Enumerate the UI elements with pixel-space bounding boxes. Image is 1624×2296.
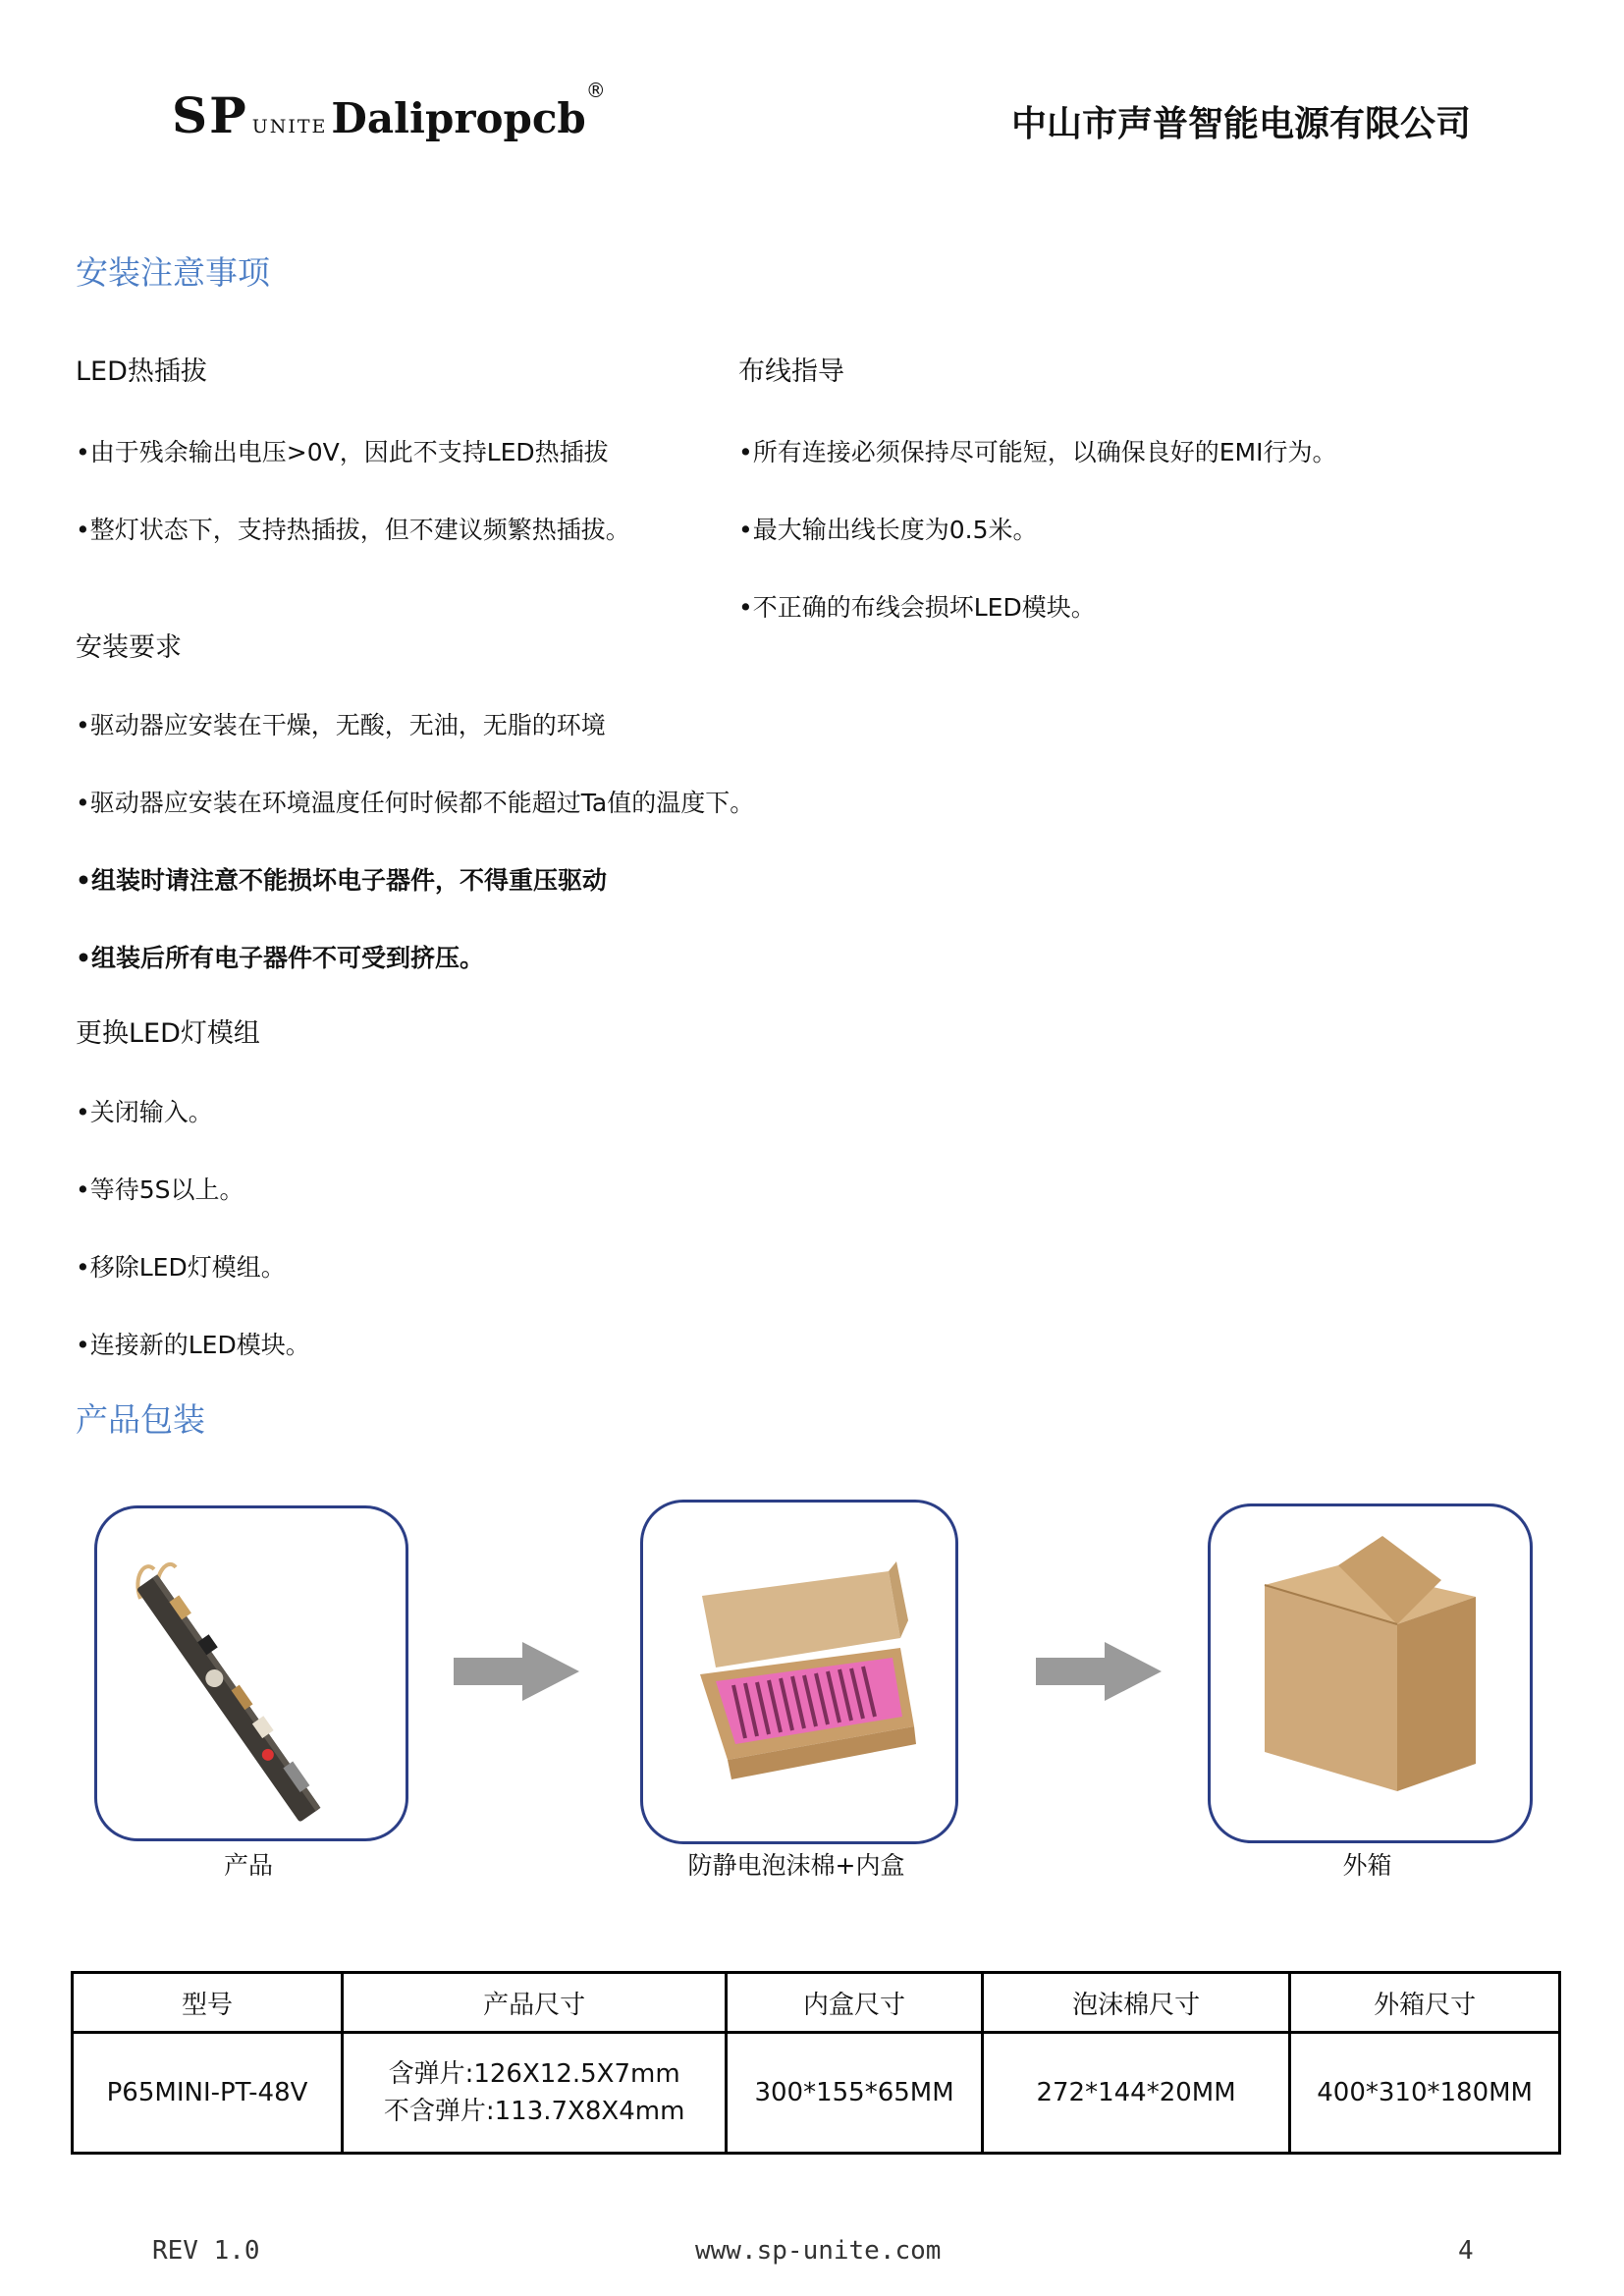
inner-box-card	[640, 1500, 958, 1844]
replace-item: •等待5S以上。	[76, 1175, 244, 1204]
model-cell: P65MINI-PT-48V	[73, 2033, 343, 2154]
inner-box-size-cell: 300*155*65MM	[727, 2033, 983, 2154]
hotplug-heading: LED热插拔	[76, 356, 207, 387]
footer-revision: REV 1.0	[152, 2236, 260, 2266]
col-header: 泡沫棉尺寸	[982, 1973, 1289, 2033]
wiring-item: •不正确的布线会损坏LED模块。	[738, 593, 1096, 622]
replace-heading: 更换LED灯模组	[76, 1018, 260, 1049]
hotplug-item: •整灯状态下，支持热插拔，但不建议频繁热插拔。	[76, 516, 630, 544]
footer-url: www.sp-unite.com	[695, 2236, 942, 2266]
requirements-item-bold: •组装时请注意不能损坏电子器件，不得重压驱动	[76, 866, 607, 895]
size-with-clip: 含弹片:126X12.5X7mm	[388, 2059, 680, 2089]
replace-item: •关闭输入。	[76, 1098, 213, 1126]
arrow-right-icon	[454, 1642, 579, 1701]
carton-caption: 外箱	[1342, 1851, 1392, 1880]
registered-mark: ®	[585, 79, 606, 102]
logo-sp: SP	[172, 86, 248, 144]
requirements-item: •驱动器应安装在干燥，无酸，无油，无脂的环境	[76, 711, 606, 739]
logo-brand: Dalipropcb	[331, 94, 586, 142]
col-header: 型号	[73, 1973, 343, 2033]
replace-item: •连接新的LED模块。	[76, 1331, 310, 1359]
inner-box-image	[643, 1503, 955, 1841]
foam-size-cell: 272*144*20MM	[982, 2033, 1289, 2154]
company-name: 中山市声普智能电源有限公司	[1011, 104, 1472, 144]
col-header: 产品尺寸	[343, 1973, 727, 2033]
packaging-section-title: 产品包装	[76, 1400, 205, 1439]
requirements-item: •驱动器应安装在环境温度任何时候都不能超过Ta值的温度下。	[76, 789, 755, 817]
wiring-heading: 布线指导	[738, 356, 844, 387]
col-header: 内盒尺寸	[727, 1973, 983, 2033]
table-row	[73, 2033, 1560, 2154]
product-card	[94, 1505, 408, 1841]
product-size-cell	[343, 2033, 727, 2154]
install-section-title: 安装注意事项	[76, 253, 270, 292]
carton-card	[1208, 1503, 1533, 1843]
wiring-item: •最大输出线长度为0.5米。	[738, 516, 1038, 544]
wiring-item: •所有连接必须保持尽可能短，以确保良好的EMI行为。	[738, 438, 1337, 466]
requirements-heading: 安装要求	[76, 632, 182, 663]
outer-box-size-cell: 400*310*180MM	[1290, 2033, 1560, 2154]
arrow-right-icon	[1036, 1642, 1162, 1701]
driver-board-image	[97, 1508, 406, 1838]
footer-page-number: 4	[1458, 2236, 1474, 2266]
hotplug-item: •由于残余输出电压>0V，因此不支持LED热插拔	[76, 438, 609, 466]
replace-item: •移除LED灯模组。	[76, 1253, 286, 1282]
carton-image	[1211, 1506, 1530, 1840]
logo-unite: UNITE	[251, 116, 328, 137]
inner-box-caption: 防静电泡沫棉+内盒	[687, 1851, 905, 1880]
col-header: 外箱尺寸	[1290, 1973, 1560, 2033]
brand-logo	[172, 79, 606, 145]
packaging-spec-table	[71, 1971, 1561, 2155]
product-caption: 产品	[223, 1851, 273, 1880]
table-header-row	[73, 1973, 1560, 2033]
size-without-clip: 不含弹片:113.7X8X4mm	[383, 2097, 685, 2126]
requirements-item-bold: •组装后所有电子器件不可受到挤压。	[76, 944, 484, 972]
